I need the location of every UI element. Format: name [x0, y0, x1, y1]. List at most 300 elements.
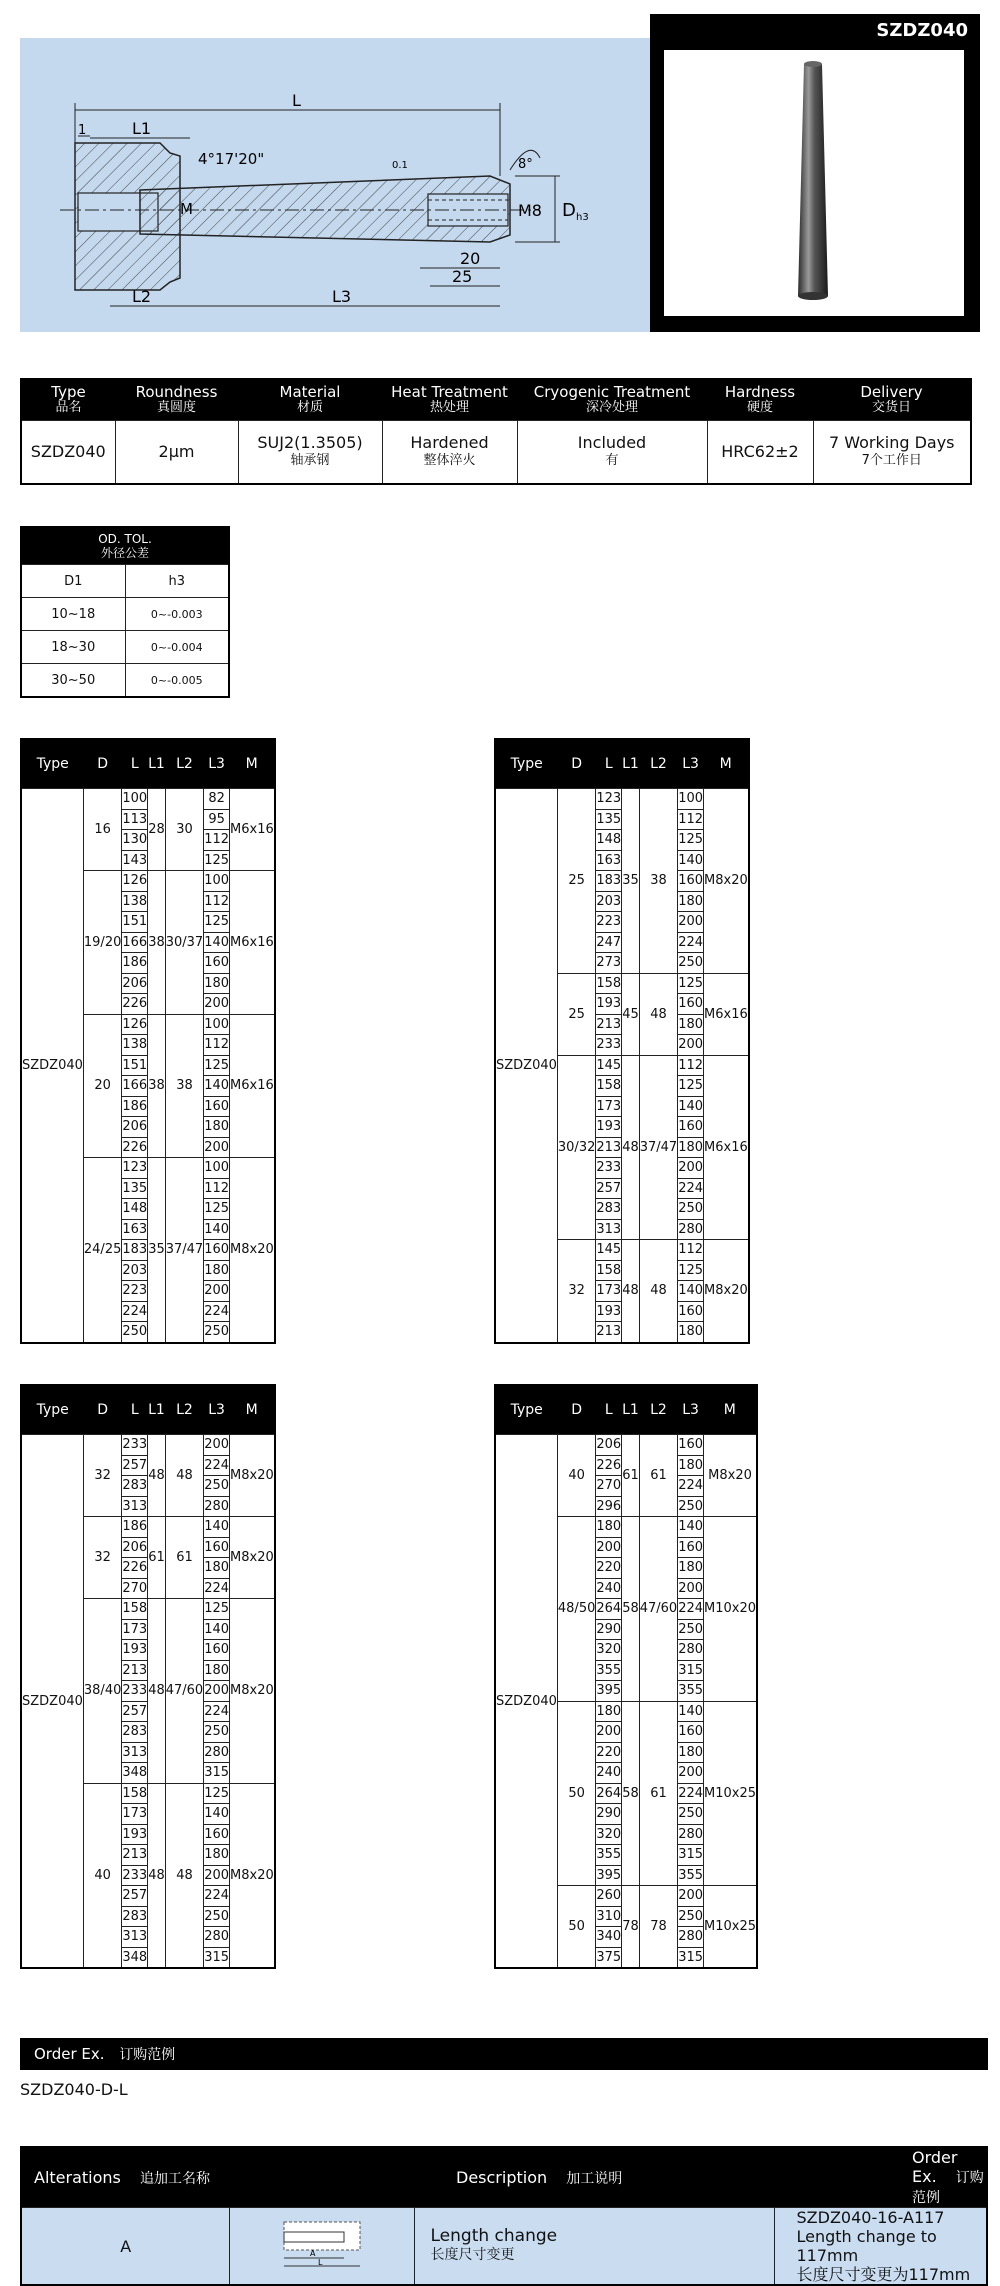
dimension-m-cell: M8x20: [704, 789, 749, 974]
dimension-header-l2: L2: [639, 1385, 677, 1435]
dimension-l-cell: 290: [596, 1619, 622, 1640]
dimension-l3-cell: 355: [678, 1865, 704, 1886]
dimension-l2-cell: 30: [165, 789, 203, 871]
dimension-d-cell: 25: [557, 789, 595, 974]
dimension-l-cell: 264: [596, 1783, 622, 1804]
dimension-l3-cell: 140: [204, 1517, 230, 1538]
order-bar-en: Order Ex.: [34, 2045, 105, 2063]
alterations-header-row: [21, 2147, 987, 2208]
dimension-d-cell: 32: [83, 1517, 121, 1599]
dim-M-label: M: [180, 200, 193, 218]
dimension-d-cell: 20: [83, 1014, 121, 1158]
order-bar-cn: 订购范例: [119, 2047, 176, 2063]
tolerance-range: 10~18: [21, 598, 125, 631]
dimension-l3-cell: 125: [678, 1076, 704, 1097]
dimension-l-cell: 173: [596, 1281, 622, 1302]
alteration-code: A: [21, 2208, 230, 2286]
dimension-l-cell: 123: [122, 1158, 148, 1179]
dimension-type-cell: SZDZ040: [21, 789, 83, 1343]
dimension-l3-cell: 200: [678, 1578, 704, 1599]
dimension-l1-cell: 48: [148, 1435, 166, 1517]
dimension-header-d: D: [557, 1385, 595, 1435]
spec-cell-roundness: 2μm: [115, 421, 238, 485]
dimension-l3-cell: 224: [678, 1783, 704, 1804]
dimension-m-cell: M8x20: [230, 1783, 275, 1968]
dimension-l-cell: 348: [122, 1947, 148, 1968]
dimension-l3-cell: 160: [204, 953, 230, 974]
dimension-l-cell: 320: [596, 1640, 622, 1661]
dimension-l3-cell: 160: [678, 1537, 704, 1558]
dimension-l-cell: 135: [122, 1178, 148, 1199]
product-photo: [664, 50, 964, 316]
dimension-l3-cell: 180: [204, 973, 230, 994]
dimension-header-d: D: [83, 1385, 121, 1435]
dimension-d-cell: 50: [557, 1886, 595, 1969]
spec-cell-type: SZDZ040: [21, 421, 115, 485]
dimension-l-cell: 158: [122, 1783, 148, 1804]
dimension-l2-cell: 61: [165, 1517, 203, 1599]
dimension-l3-cell: 125: [204, 1199, 230, 1220]
dimension-l2-cell: 48: [165, 1783, 203, 1968]
dimension-l-cell: 233: [122, 1681, 148, 1702]
dimension-l-cell: 148: [596, 830, 622, 851]
dimension-l-cell: 206: [122, 973, 148, 994]
alteration-sketch: [282, 2218, 362, 2270]
alteration-description: Length change 长度尺寸变更: [414, 2208, 774, 2286]
dimension-l3-cell: 180: [204, 1260, 230, 1281]
dimension-l-cell: 135: [596, 809, 622, 830]
dimension-table: [20, 1384, 276, 1969]
spec-header-material: Material 材质: [238, 379, 382, 421]
spec-header-hardness: Hardness 硬度: [707, 379, 813, 421]
dimension-l-cell: 220: [596, 1742, 622, 1763]
dimension-d-cell: 30/32: [557, 1055, 595, 1240]
dimension-header-m: M: [704, 739, 749, 789]
tolerance-value: 0~-0.005: [125, 664, 229, 698]
spec-data-row: [21, 421, 971, 485]
dimension-l-cell: 240: [596, 1578, 622, 1599]
tolerance-col-d1: D1: [21, 565, 125, 598]
dimension-l-cell: 138: [122, 1035, 148, 1056]
dimension-l3-cell: 280: [678, 1927, 704, 1948]
tolerance-col-row: [21, 565, 229, 598]
dimension-l-cell: 193: [122, 1640, 148, 1661]
dimension-d-cell: 19/20: [83, 871, 121, 1015]
dimension-header-l1: L1: [622, 1385, 640, 1435]
dimension-l-cell: 213: [122, 1845, 148, 1866]
spec-header-roundness: Roundness 真圆度: [115, 379, 238, 421]
dimension-l3-cell: 112: [204, 1178, 230, 1199]
dimension-l-cell: 193: [122, 1824, 148, 1845]
dimension-l1-cell: 48: [622, 1055, 640, 1240]
dimension-header-l2: L2: [165, 1385, 203, 1435]
dimension-l3-cell: 140: [204, 932, 230, 953]
dimension-l3-cell: 280: [678, 1824, 704, 1845]
dim-20-label: 20: [460, 249, 481, 268]
dimension-l2-cell: 48: [639, 1240, 677, 1343]
dimension-l2-cell: 48: [165, 1435, 203, 1517]
dimension-l3-cell: 200: [204, 1435, 230, 1456]
dimension-l3-cell: 160: [204, 1824, 230, 1845]
dimension-table: [494, 738, 750, 1344]
dimension-l3-cell: 160: [678, 1301, 704, 1322]
dimension-type-cell: SZDZ040: [495, 789, 557, 1343]
dimension-l3-cell: 112: [204, 830, 230, 851]
dimension-l-cell: 206: [596, 1435, 622, 1456]
dim-L3-label: L3: [332, 287, 352, 306]
dimension-header-row: [495, 1385, 757, 1435]
dimension-l-cell: 257: [122, 1701, 148, 1722]
dim-h3-label: h3: [576, 212, 589, 223]
dimension-l-cell: 226: [596, 1455, 622, 1476]
dimension-l-cell: 180: [596, 1701, 622, 1722]
dimension-l3-cell: 224: [678, 1599, 704, 1620]
dimension-l-cell: 158: [596, 1260, 622, 1281]
dimension-l1-cell: 48: [622, 1240, 640, 1343]
dimension-l-cell: 320: [596, 1824, 622, 1845]
dimension-l-cell: 220: [596, 1558, 622, 1579]
dimension-header-l1: L1: [622, 739, 640, 789]
spec-cell-material: SUJ2(1.3505) 轴承钢: [238, 421, 382, 485]
dimension-l-cell: 206: [122, 1537, 148, 1558]
dimension-l3-cell: 180: [678, 1455, 704, 1476]
dimension-l3-cell: 224: [204, 1701, 230, 1722]
dimension-l3-cell: 224: [678, 1476, 704, 1497]
dimension-l-cell: 223: [122, 1281, 148, 1302]
dimension-l1-cell: 35: [622, 789, 640, 974]
dimension-l-cell: 296: [596, 1496, 622, 1517]
spec-header-cryogenic: Cryogenic Treatment 深冷处理: [517, 379, 707, 421]
technical-drawing-panel: [20, 38, 650, 332]
dimension-l3-cell: 200: [678, 1158, 704, 1179]
angle-label: 4°17'20": [198, 150, 265, 168]
dimension-m-cell: M6x16: [230, 789, 275, 871]
dimension-l-cell: 395: [596, 1681, 622, 1702]
dimension-m-cell: M10x25: [704, 1701, 758, 1886]
dimension-l3-cell: 224: [204, 1578, 230, 1599]
dimension-d-cell: 16: [83, 789, 121, 871]
dimension-l-cell: 313: [122, 1927, 148, 1948]
dimension-l-cell: 224: [122, 1301, 148, 1322]
dimension-l-cell: 145: [596, 1240, 622, 1261]
dimension-l3-cell: 250: [678, 953, 704, 974]
tolerance-value: 0~-0.003: [125, 598, 229, 631]
dimension-m-cell: M6x16: [230, 871, 275, 1015]
dimension-l3-cell: 180: [678, 1137, 704, 1158]
dimension-table: [20, 738, 276, 1344]
dimension-l3-cell: 160: [678, 994, 704, 1015]
dim-25-label: 25: [452, 267, 473, 286]
dimension-header-d: D: [83, 739, 121, 789]
dimension-l3-cell: 180: [204, 1117, 230, 1138]
dimension-l-cell: 123: [596, 789, 622, 810]
dimension-l-cell: 166: [122, 1076, 148, 1097]
dimension-l3-cell: 140: [204, 1076, 230, 1097]
dimension-m-cell: M6x16: [704, 1055, 749, 1240]
dimension-l-cell: 183: [596, 871, 622, 892]
dimension-l3-cell: 160: [204, 1537, 230, 1558]
dimension-l3-cell: 250: [678, 1804, 704, 1825]
dimension-d-cell: 40: [557, 1435, 595, 1517]
tolerance-row: [21, 631, 229, 664]
dimension-l-cell: 200: [596, 1722, 622, 1743]
dimension-header-type: Type: [21, 739, 83, 789]
technical-drawing: [20, 38, 650, 332]
dimension-l-cell: 273: [596, 953, 622, 974]
dimension-d-cell: 38/40: [83, 1599, 121, 1784]
dimension-l-cell: 250: [122, 1322, 148, 1343]
dimension-m-cell: M8x20: [230, 1517, 275, 1599]
dimension-l3-cell: 160: [678, 871, 704, 892]
dimension-l-cell: 206: [122, 1117, 148, 1138]
dimension-m-cell: M8x20: [230, 1435, 275, 1517]
dimension-l2-cell: 37/47: [639, 1055, 677, 1240]
dimension-l-cell: 260: [596, 1886, 622, 1907]
dimension-l-cell: 395: [596, 1865, 622, 1886]
dimension-row: [495, 789, 749, 810]
dimension-l3-cell: 112: [204, 891, 230, 912]
dimension-l3-cell: 140: [204, 1219, 230, 1240]
dimension-l-cell: 173: [596, 1096, 622, 1117]
dimension-l-cell: 270: [122, 1578, 148, 1599]
dimension-l1-cell: 48: [148, 1783, 166, 1968]
dimension-l-cell: 257: [122, 1455, 148, 1476]
dim-L-label: L: [292, 91, 301, 110]
dimension-l3-cell: 125: [678, 830, 704, 851]
dimension-l-cell: 138: [122, 891, 148, 912]
dimension-l-cell: 213: [596, 1322, 622, 1343]
dimension-l3-cell: 125: [678, 973, 704, 994]
dimension-l-cell: 290: [596, 1804, 622, 1825]
dimension-l-cell: 173: [122, 1619, 148, 1640]
dimension-table: [494, 1384, 758, 1969]
product-code-title: SZDZ040: [876, 20, 968, 41]
dimension-l3-cell: 160: [678, 1435, 704, 1456]
tolerance-value: 0~-0.004: [125, 631, 229, 664]
dimension-m-cell: M8x20: [230, 1599, 275, 1784]
dimension-l3-cell: 200: [678, 1886, 704, 1907]
tolerance-range: 30~50: [21, 664, 125, 698]
dimension-l2-cell: 47/60: [639, 1517, 677, 1702]
dimension-d-cell: 24/25: [83, 1158, 121, 1343]
dimension-l3-cell: 160: [204, 1240, 230, 1261]
dimension-l-cell: 203: [596, 891, 622, 912]
pin-image: [664, 50, 964, 316]
product-photo-panel: [650, 14, 980, 332]
dimension-l-cell: 213: [596, 1137, 622, 1158]
dimension-l-cell: 186: [122, 1517, 148, 1538]
dimension-l-cell: 340: [596, 1927, 622, 1948]
tolerance-row: [21, 598, 229, 631]
dimension-l-cell: 163: [596, 850, 622, 871]
dimension-l-cell: 151: [122, 1055, 148, 1076]
dimension-l3-cell: 100: [678, 789, 704, 810]
dimension-l-cell: 100: [122, 789, 148, 810]
dimension-l3-cell: 315: [678, 1947, 704, 1968]
dimension-l3-cell: 180: [204, 1660, 230, 1681]
dimension-l1-cell: 61: [148, 1517, 166, 1599]
dimension-l2-cell: 37/47: [165, 1158, 203, 1343]
dimension-l-cell: 226: [122, 994, 148, 1015]
dimension-l3-cell: 200: [204, 1681, 230, 1702]
dimension-row: [21, 1435, 275, 1456]
dimension-l3-cell: 140: [678, 850, 704, 871]
dimension-header-type: Type: [495, 1385, 557, 1435]
dimension-l3-cell: 280: [678, 1219, 704, 1240]
dimension-l3-cell: 180: [678, 891, 704, 912]
dimension-l3-cell: 280: [204, 1927, 230, 1948]
dimension-l-cell: 193: [596, 994, 622, 1015]
dimension-l-cell: 283: [122, 1476, 148, 1497]
dimension-l1-cell: 38: [148, 1014, 166, 1158]
dimension-l-cell: 166: [122, 932, 148, 953]
dimension-l3-cell: 180: [678, 1322, 704, 1343]
dimension-header-l: L: [122, 1385, 148, 1435]
dimension-l3-cell: 112: [678, 809, 704, 830]
dimension-l1-cell: 35: [148, 1158, 166, 1343]
dimension-l-cell: 348: [122, 1763, 148, 1784]
dimension-l-cell: 283: [596, 1199, 622, 1220]
dimension-l3-cell: 315: [204, 1947, 230, 1968]
dimension-l-cell: 355: [596, 1660, 622, 1681]
dimension-l2-cell: 38: [639, 789, 677, 974]
dimension-l-cell: 145: [596, 1055, 622, 1076]
dimension-l-cell: 283: [122, 1906, 148, 1927]
dimension-l3-cell: 200: [204, 1137, 230, 1158]
dimension-l3-cell: 315: [678, 1845, 704, 1866]
dimension-m-cell: M10x20: [704, 1517, 758, 1702]
dimension-l3-cell: 200: [204, 1281, 230, 1302]
dimension-header-l1: L1: [148, 739, 166, 789]
dimension-l3-cell: 140: [678, 1096, 704, 1117]
dimension-l-cell: 158: [596, 1076, 622, 1097]
dimension-l3-cell: 280: [204, 1496, 230, 1517]
dimension-type-cell: SZDZ040: [495, 1435, 557, 1969]
dimension-m-cell: M8x20: [704, 1435, 758, 1517]
tolerance-col-h3: h3: [125, 565, 229, 598]
dim-L2-label: L2: [132, 287, 152, 306]
dimension-l3-cell: 125: [204, 1055, 230, 1076]
dimension-l-cell: 264: [596, 1599, 622, 1620]
dimension-l3-cell: 200: [678, 912, 704, 933]
tolerance-table: [20, 526, 230, 698]
dimension-l3-cell: 100: [204, 1158, 230, 1179]
dimension-l-cell: 355: [596, 1845, 622, 1866]
dimension-l2-cell: 38: [165, 1014, 203, 1158]
dimension-l3-cell: 100: [204, 1014, 230, 1035]
chamfer-label: 8°: [518, 157, 533, 172]
dimension-l3-cell: 140: [678, 1517, 704, 1538]
tolerance-title-row: [21, 527, 229, 565]
dimension-l-cell: 148: [122, 1199, 148, 1220]
dimension-l3-cell: 160: [204, 1096, 230, 1117]
dimension-l3-cell: 250: [204, 1722, 230, 1743]
dimension-l3-cell: 112: [678, 1240, 704, 1261]
dimension-row: [495, 1435, 757, 1456]
dimension-l3-cell: 224: [204, 1455, 230, 1476]
dimension-l3-cell: 95: [204, 809, 230, 830]
dim-M8-label: M8: [518, 201, 542, 220]
dimension-l-cell: 180: [596, 1517, 622, 1538]
spec-cell-heat: Hardened 整体淬火: [382, 421, 517, 485]
dimension-header-l3: L3: [204, 1385, 230, 1435]
tolerance-title: OD. TOL. 外径公差: [21, 527, 229, 565]
dimension-l3-cell: 250: [204, 1906, 230, 1927]
dimension-l-cell: 310: [596, 1906, 622, 1927]
dimension-l3-cell: 82: [204, 789, 230, 810]
dimension-l-cell: 151: [122, 912, 148, 933]
dimension-l-cell: 313: [122, 1496, 148, 1517]
dimension-d-cell: 32: [83, 1435, 121, 1517]
dimension-l3-cell: 180: [204, 1558, 230, 1579]
dimension-header-l2: L2: [165, 739, 203, 789]
dimension-d-cell: 50: [557, 1701, 595, 1886]
dimension-l3-cell: 250: [678, 1496, 704, 1517]
dimension-d-cell: 40: [83, 1783, 121, 1968]
dimension-l3-cell: 140: [204, 1619, 230, 1640]
dimension-l1-cell: 78: [622, 1886, 640, 1969]
dimension-l-cell: 163: [122, 1219, 148, 1240]
spec-cell-hardness: HRC62±2: [707, 421, 813, 485]
dimension-header-m: M: [704, 1385, 758, 1435]
dimension-header-type: Type: [495, 739, 557, 789]
dimension-l2-cell: 61: [639, 1701, 677, 1886]
dimension-l3-cell: 140: [678, 1701, 704, 1722]
alterations-table: [20, 2146, 988, 2286]
dim-1-label: 1: [78, 123, 87, 138]
dimension-l3-cell: 125: [204, 912, 230, 933]
tolerance-range: 18~30: [21, 631, 125, 664]
alterations-row: [21, 2208, 987, 2286]
dimension-m-cell: M8x20: [230, 1158, 275, 1343]
dimension-l2-cell: 48: [639, 973, 677, 1055]
dimension-l3-cell: 250: [678, 1619, 704, 1640]
dimension-l-cell: 257: [122, 1886, 148, 1907]
dimension-l3-cell: 180: [678, 1742, 704, 1763]
dimension-l-cell: 203: [122, 1260, 148, 1281]
dimension-l-cell: 226: [122, 1137, 148, 1158]
dimension-l-cell: 283: [122, 1722, 148, 1743]
dimension-l1-cell: 61: [622, 1435, 640, 1517]
dimension-l3-cell: 250: [678, 1906, 704, 1927]
dimension-m-cell: M6x16: [230, 1014, 275, 1158]
dimension-l-cell: 186: [122, 1096, 148, 1117]
dimension-l3-cell: 100: [204, 871, 230, 892]
dimension-header-l3: L3: [204, 739, 230, 789]
dimension-l-cell: 113: [122, 809, 148, 830]
dimension-header-d: D: [557, 739, 595, 789]
dimension-d-cell: 32: [557, 1240, 595, 1343]
dimension-l3-cell: 355: [678, 1681, 704, 1702]
dimension-l2-cell: 61: [639, 1435, 677, 1517]
dimension-l2-cell: 30/37: [165, 871, 203, 1015]
dimension-l-cell: 130: [122, 830, 148, 851]
dimension-header-l3: L3: [678, 1385, 704, 1435]
dimension-l-cell: 200: [596, 1537, 622, 1558]
alterations-header-desc: Description 加工说明: [414, 2147, 774, 2208]
sketch-label-l: L: [317, 2258, 323, 2267]
dimension-header-type: Type: [21, 1385, 83, 1435]
tolerance-symbol-label: 0.1: [392, 160, 408, 171]
spec-header-delivery: Delivery 交货日: [813, 379, 971, 421]
dimension-l3-cell: 200: [204, 994, 230, 1015]
dimension-l2-cell: 78: [639, 1886, 677, 1969]
dimension-l3-cell: 315: [678, 1660, 704, 1681]
dimension-l1-cell: 45: [622, 973, 640, 1055]
dimension-l-cell: 233: [596, 1035, 622, 1056]
dimension-l-cell: 223: [596, 912, 622, 933]
dimension-l-cell: 247: [596, 932, 622, 953]
